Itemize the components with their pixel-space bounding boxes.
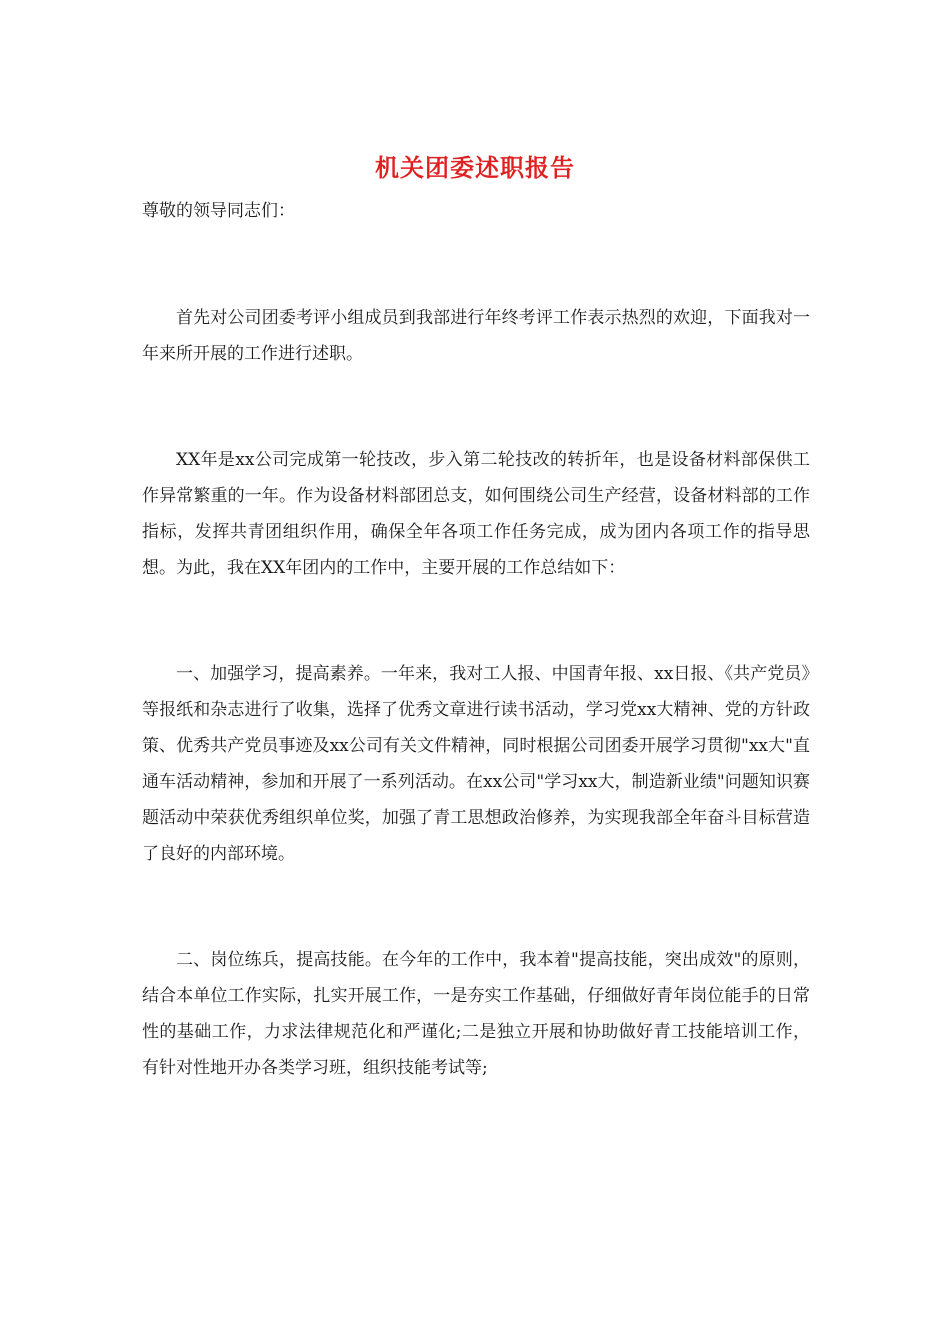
document-body: [142, 300, 810, 1156]
paragraph-background: XX年是xx公司完成第一轮技改，步入第二轮技改的转折年，也是设备材料部保供工作异常繁重的一年。作为设备材料部团总支，如何围绕公司生产经营，设备材料部的工作指标，发挥共青团组织作用，确保全年各项工作任务完成，成为团内各项工作的指导思想。为此，我在XX年团内的工作中，主要开展的工作总结如下：: [142, 450, 810, 578]
paragraph-intro: 首先对公司团委考评小组成员到我部进行年终考评工作表示热烈的欢迎，下面我对一年来所开展的工作进行述职。: [142, 308, 810, 364]
paragraph-study: 一、加强学习，提高素养。一年来，我对工人报、中国青年报、xx日报、《共产党员》等报纸和杂志进行了收集，选择了优秀文章进行读书活动，学习党xx大精神、党的方针政策、优秀共产党员事迹及xx公司有关文件精神，同时根据公司团委开展学习贯彻"xx大"直通车活动精神，参加和开展了一系列活动。在xx公司"学习xx大，制造新业绩"问题知识赛题活动中荣获优秀组织单位奖，加强了青工思想政治修养，为实现我部全年奋斗目标营造了良好的内部环境。: [142, 664, 810, 864]
salutation: 尊敬的领导同志们：: [142, 201, 295, 221]
paragraph-skills: 二、岗位练兵，提高技能。在今年的工作中，我本着"提高技能，突出成效"的原则，结合本单位工作实际，扎实开展工作，一是夯实工作基础，仔细做好青年岗位能手的日常性的基础工作，力求法律规范化和严谨化;二是独立开展和协助做好青工技能培训工作，有针对性地开办各类学习班，组织技能考试等;: [142, 950, 810, 1078]
document-title: 机关团委述职报告: [375, 153, 575, 182]
